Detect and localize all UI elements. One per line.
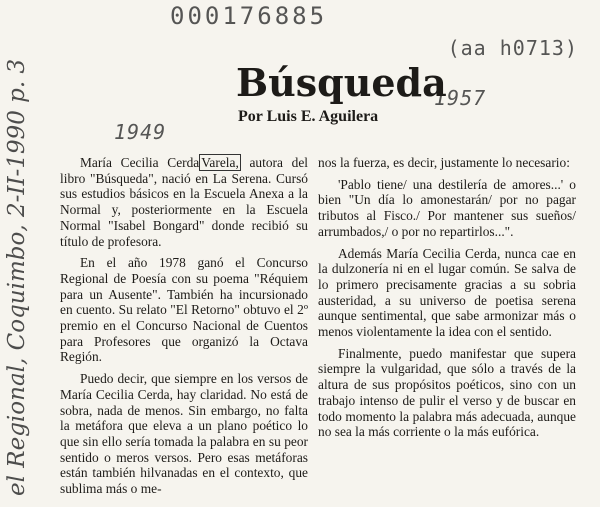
paragraph: Además María Cecilia Cerda, nunca cae en la dulzonería ni en el lugar común. Se salva de lo primero precisamente gracias a su sobria austeridad, a su universo de poetisa serena aunque sentimental, que sabe armonizar más o menos violentamente la idea con el sentido. [318, 245, 576, 340]
source-note: el Regional, Coquimbo, 2-II-1990 p. 3 [4, 58, 30, 496]
paragraph: 'Pablo tiene/ una destilería de amores...' o bien "Un día lo amonestarán/ por no pagar tributos al Fisco./ Por mantener sus sueños/ arrumbados,/ o por no repartirlos...". [318, 176, 576, 239]
paragraph-rest: autora del libro "Búsqueda", nació en La Serena. Cursó sus estudios básicos en la Escuela Anexa a la Normal y, posteriormente en la Escuela Normal "Isabel Bongard" donde recibió su título de profesora. [60, 155, 308, 249]
right-column [318, 155, 576, 446]
catalog-code: (aa h0713) [447, 36, 578, 60]
paragraph: En el año 1978 ganó el Concurso Regional de Poesía con su poema "Réquiem para un Ausente". También ha incursionado en cuento. Su relato "El Retorno" obtuvo el 2º premio en el Concurso Nacional de Cuentos para Profesores que organizó la Octava Región. [60, 255, 308, 365]
article-title: Búsqueda [236, 60, 447, 105]
accession-number: 000176885 [170, 2, 328, 30]
paragraph: Finalmente, puedo manifestar que supera siempre la vulgaridad, que sólo a través de la altura de sus propósitos poéticos, sino con un trabajo intenso de pulir el verso y de buscar en todo momento la palabra más adecuada, aunque no sea la más corriente o la más eufórica. [318, 345, 576, 440]
boxed-word: Varela, [201, 155, 239, 170]
paragraph [60, 155, 308, 249]
author-year-note: 1957 [434, 86, 487, 110]
paragraph-start: María Cecilia Cerda [80, 155, 200, 170]
left-column [60, 155, 308, 503]
subject-year-note: 1949 [114, 120, 167, 144]
paragraph: Puedo decir, que siempre en los versos de María Cecilia Cerda, hay claridad. No está de sobra, nada de menos. Sin embargo, no falta la metáfora que eleva a un plano poético lo que sin ello sería tomada la palabra en su peor sentido o meros versos. Pero esas metáforas están también hilvanadas en el contexto, que sublima más o me- [60, 371, 308, 497]
paragraph: nos la fuerza, es decir, justamente lo necesario: [318, 155, 570, 170]
article-byline: Por Luis E. Aguilera [238, 108, 379, 125]
